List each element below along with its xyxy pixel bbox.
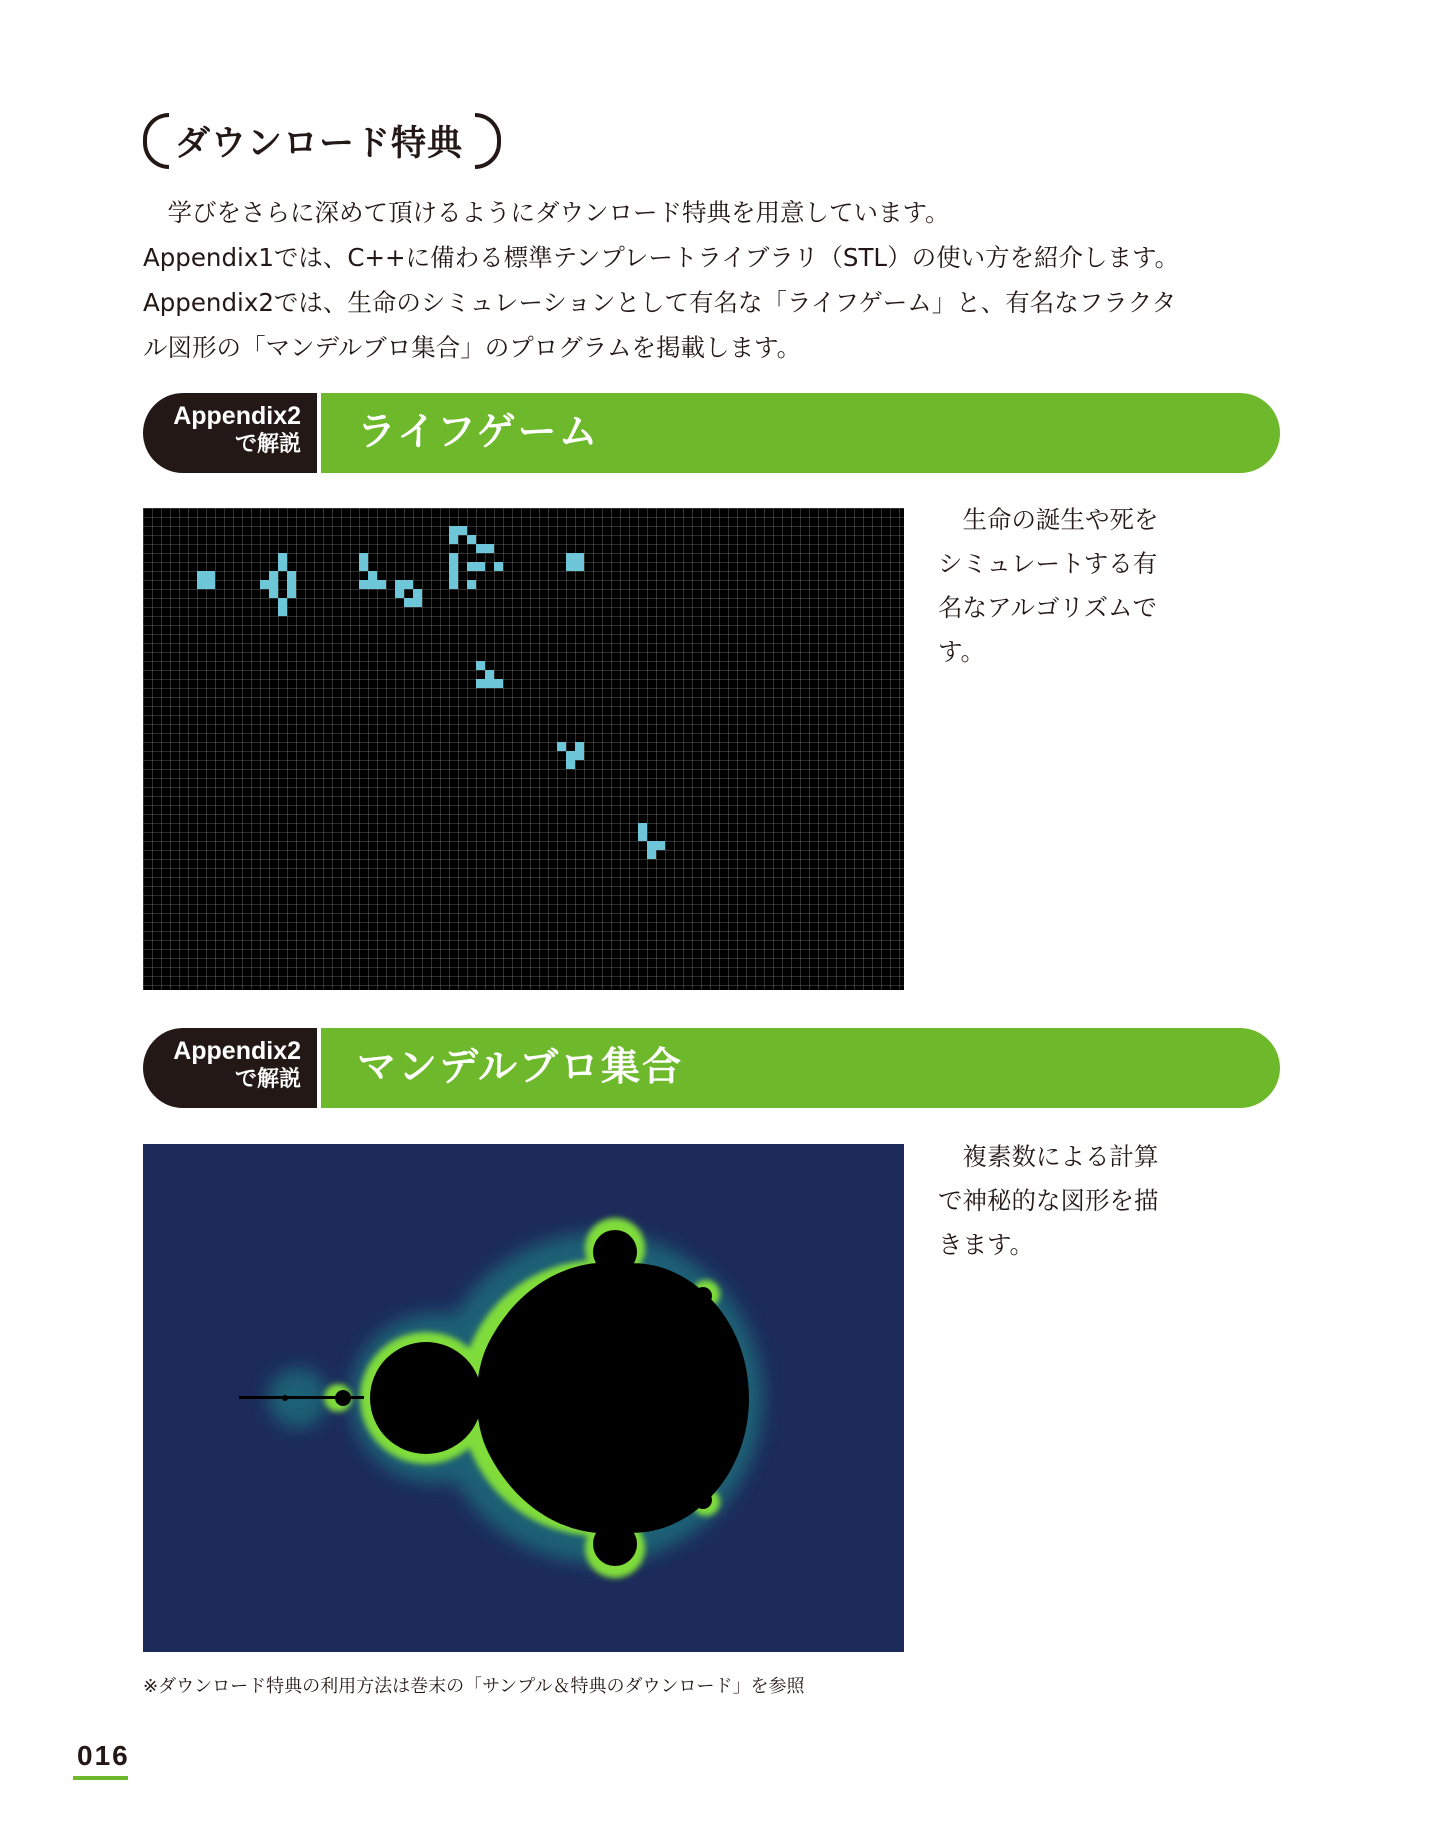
live-cell (647, 850, 656, 859)
intro-line: Appendix1では、C++に備わる標準テンプレートライブラリ（STL）の使い方を紹介します。 (143, 243, 1180, 272)
page-number-rule (73, 1776, 128, 1780)
live-cell (260, 580, 269, 589)
intro-line: ル図形の「マンデルブロ集合」のプログラムを掲載します。 (143, 333, 802, 362)
live-cell (287, 580, 296, 589)
description-line: 名なアルゴリズムで (938, 593, 1158, 622)
live-cell (485, 670, 494, 679)
live-cell (206, 580, 215, 589)
lifegame-description (938, 498, 1188, 674)
badge-explain-label: で解説 (234, 1067, 301, 1092)
live-cell (287, 589, 296, 598)
live-cell (476, 544, 485, 553)
live-cell (494, 562, 503, 571)
live-cell (278, 562, 287, 571)
live-cell (638, 832, 647, 841)
footnote: ※ダウンロード特典の利用方法は巻末の「サンプル＆特典のダウンロード」を参照 (143, 1676, 805, 1697)
badge-appendix-label: Appendix2 (173, 1037, 301, 1065)
mandelbrot-description (938, 1135, 1188, 1267)
page-number: 016 (77, 1740, 130, 1771)
intro-line: 学びをさらに深めて頂けるようにダウンロード特典を用意しています。 (143, 198, 950, 227)
right-bracket-decoration (475, 113, 501, 169)
live-cell (269, 580, 278, 589)
live-cell (278, 553, 287, 562)
live-cell (467, 580, 476, 589)
live-cell (368, 571, 377, 580)
description-line: きます。 (938, 1230, 1035, 1259)
live-cell (557, 742, 566, 751)
live-cell (206, 571, 215, 580)
live-cell (278, 598, 287, 607)
live-cell (404, 598, 413, 607)
badge-explain-label: で解説 (234, 432, 301, 457)
live-cell (458, 526, 467, 535)
live-cell (575, 553, 584, 562)
live-cell (476, 562, 485, 571)
description-line: す。 (938, 637, 986, 666)
live-cell (485, 544, 494, 553)
live-cell (566, 760, 575, 769)
intro-text (143, 190, 1223, 370)
lifegame-grid (143, 508, 904, 990)
live-cell (269, 589, 278, 598)
mandelbrot-figure (143, 1144, 904, 1652)
live-cell (476, 679, 485, 688)
live-cell (449, 562, 458, 571)
live-cell (413, 589, 422, 598)
description-line: 生命の誕生や死を (938, 505, 1159, 534)
live-cell (449, 571, 458, 580)
description-line: 複素数による計算 (938, 1142, 1159, 1171)
live-cell (368, 580, 377, 589)
live-cell (269, 571, 278, 580)
live-cell (638, 823, 647, 832)
description-line: シミュレートする有 (938, 549, 1158, 578)
page-title: ダウンロード特典 (175, 124, 464, 164)
left-bracket-decoration (143, 113, 169, 169)
section-title: ライフゲーム (357, 410, 600, 455)
section-header-mandelbrot (143, 1028, 1280, 1108)
live-cell (197, 571, 206, 580)
live-cell (566, 562, 575, 571)
section-title-bar (321, 1028, 1280, 1108)
live-cell (359, 562, 368, 571)
live-cell (485, 679, 494, 688)
live-cell (575, 562, 584, 571)
live-cell (656, 841, 665, 850)
heading (143, 108, 501, 174)
section-title: マンデルブロ集合 (357, 1045, 684, 1090)
live-cell (449, 526, 458, 535)
appendix-badge (143, 393, 317, 473)
live-cell (359, 580, 368, 589)
live-cell (404, 580, 413, 589)
section-header-lifegame (143, 393, 1280, 473)
live-cell (449, 580, 458, 589)
intro-line: Appendix2では、生命のシミュレーションとして有名な「ライフゲーム」と、有名なフラクタ (143, 288, 1177, 317)
live-cell (395, 580, 404, 589)
appendix-badge (143, 1028, 317, 1108)
live-cell (359, 553, 368, 562)
live-cell (647, 841, 656, 850)
live-cell (395, 589, 404, 598)
live-cell (377, 580, 386, 589)
live-cell (467, 535, 476, 544)
live-cell (449, 553, 458, 562)
live-cell (566, 553, 575, 562)
live-cell (467, 562, 476, 571)
live-cell (278, 607, 287, 616)
badge-appendix-label: Appendix2 (173, 402, 301, 430)
live-cell (287, 571, 296, 580)
live-cell (476, 661, 485, 670)
live-cell (575, 751, 584, 760)
live-cell (413, 598, 422, 607)
description-line: で神秘的な図形を描 (938, 1186, 1159, 1215)
section-title-bar (321, 393, 1280, 473)
live-cell (197, 580, 206, 589)
live-cell (566, 751, 575, 760)
live-cell (449, 535, 458, 544)
live-cell (494, 679, 503, 688)
lifegame-figure (143, 508, 904, 990)
live-cell (575, 742, 584, 751)
